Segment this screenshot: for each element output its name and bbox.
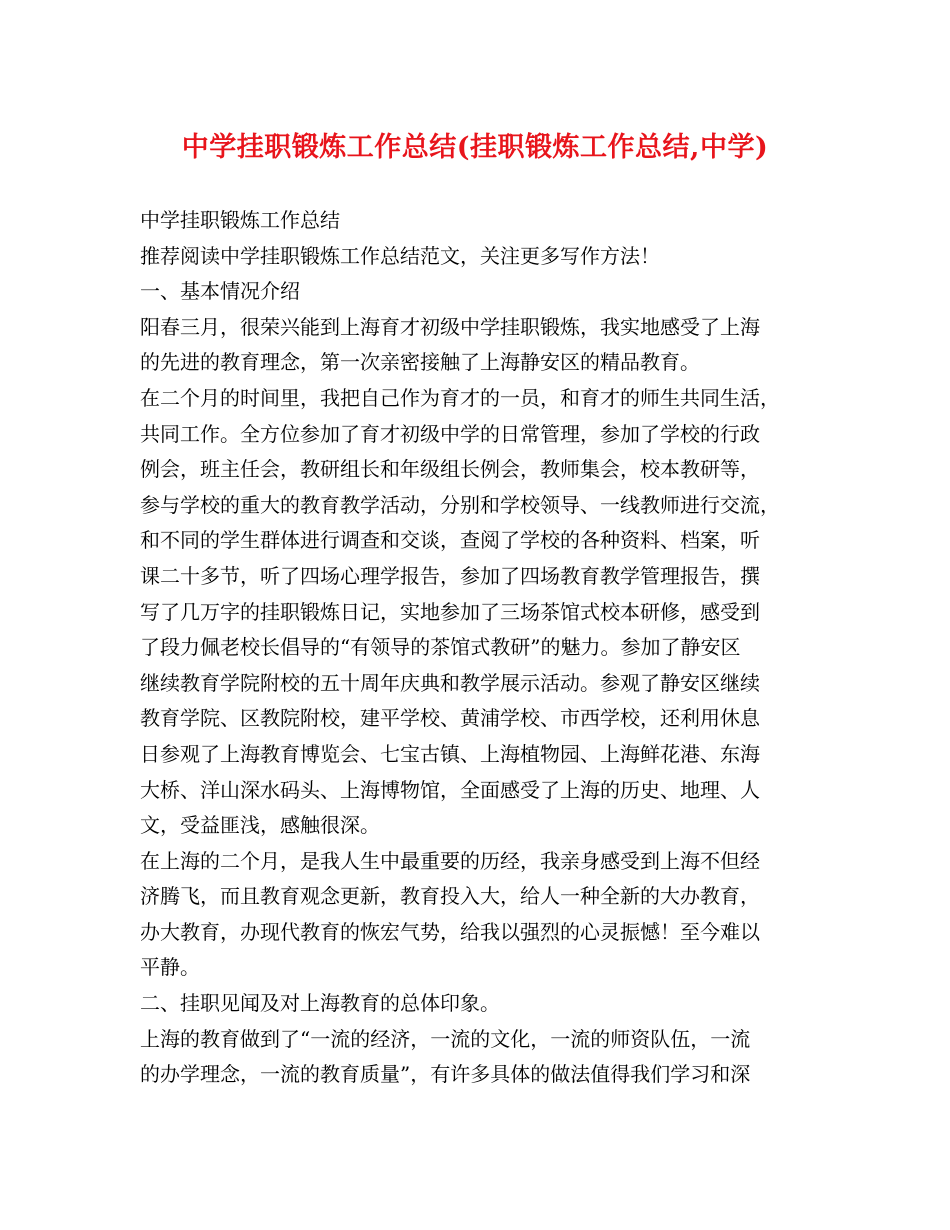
body-line: 共同工作。全方位参加了育才初级中学的日常管理，参加了学校的行政 <box>140 421 760 446</box>
body-line: 了段力佩老校长倡导的“有领导的茶馆式教研”的魅力。参加了静安区 <box>140 635 741 660</box>
body-line: 例会，班主任会，教研组长和年级组长例会，教师集会，校本教研等， <box>140 457 760 482</box>
body-line: 继续教育学院附校的五十周年庆典和教学展示活动。参观了静安区继续 <box>140 670 760 695</box>
body-line: 课二十多节，听了四场心理学报告，参加了四场教育教学管理报告，撰 <box>140 563 760 588</box>
body-line: 的先进的教育理念，第一次亲密接触了上海静安区的精品教育。 <box>140 350 700 375</box>
document-body <box>140 203 830 1093</box>
body-line: 教育学院、区教院附校，建平学校、黄浦学校、市西学校，还利用休息 <box>140 706 760 731</box>
body-line: 大桥、洋山深水码头、上海博物馆，全面感受了上海的历史、地理、人 <box>140 777 760 802</box>
body-line: 推荐阅读中学挂职锻炼工作总结范文，关注更多写作方法！ <box>140 243 660 268</box>
body-line: 济腾飞，而且教育观念更新，教育投入大，给人一种全新的大办教育， <box>140 884 760 909</box>
section-heading: 一、基本情况介绍 <box>140 279 300 304</box>
body-line: 阳春三月，很荣兴能到上海育才初级中学挂职锻炼，我实地感受了上海 <box>140 314 760 339</box>
body-line: 中学挂职锻炼工作总结 <box>140 208 340 232</box>
body-line: 的办学理念，一流的教育质量”，有许多具体的做法值得我们学习和深 <box>140 1062 751 1087</box>
document-title: 中学挂职锻炼工作总结(挂职锻炼工作总结,中学) <box>181 132 769 163</box>
body-line: 在二个月的时间里，我把自己作为育才的一员，和育才的师生共同生活， <box>140 385 780 410</box>
body-line: 日参观了上海教育博览会、七宝古镇、上海植物园、上海鲜花港、东海 <box>140 741 760 766</box>
section-heading: 二、挂职见闻及对上海教育的总体印象。 <box>140 991 500 1016</box>
body-line: 办大教育，办现代教育的恢宏气势，给我以强烈的心灵振憾！至今难以 <box>140 919 760 944</box>
body-line: 和不同的学生群体进行调查和交谈，查阅了学校的各种资料、档案，听 <box>140 528 760 553</box>
body-line: 文，受益匪浅，感触很深。 <box>140 813 380 838</box>
body-line: 参与学校的重大的教育教学活动，分别和学校领导、一线教师进行交流， <box>140 492 780 517</box>
body-line: 平静。 <box>140 955 200 980</box>
body-line: 上海的教育做到了“一流的经济，一流的文化，一流的师资队伍，一流 <box>140 1026 751 1051</box>
body-line: 在上海的二个月，是我人生中最重要的历经，我亲身感受到上海不但经 <box>140 848 760 873</box>
body-line: 写了几万字的挂职锻炼日记，实地参加了三场茶馆式校本研修，感受到 <box>140 599 760 624</box>
